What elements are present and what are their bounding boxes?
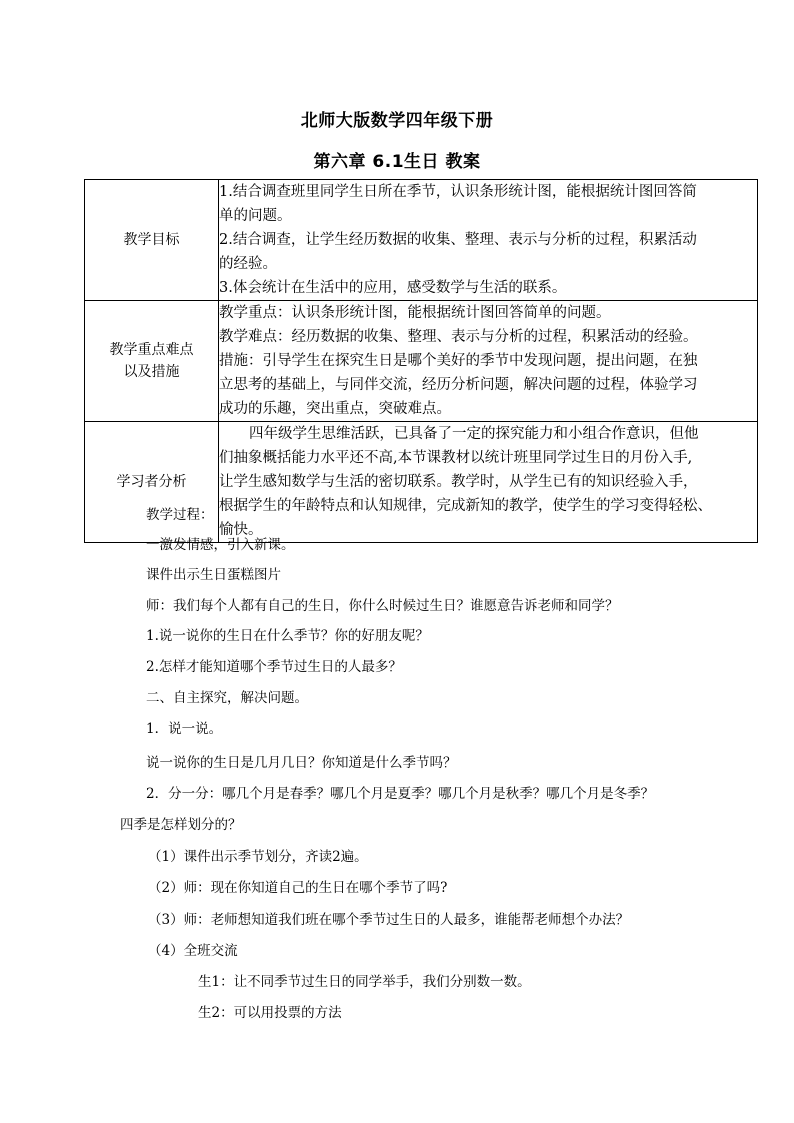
process-line: 一激发情感，引入新课。 (146, 537, 295, 553)
process-line: 1．说一说。 (146, 721, 223, 737)
document-subtitle: 第六章 6.1生日 教案 (313, 152, 481, 172)
label-line: 教学目标 (123, 232, 180, 248)
content-line: 教学难点：经历数据的收集、整理、表示与分析的过程，积累活动的经验。 (219, 329, 698, 345)
label-line: 学习者分析 (116, 474, 187, 490)
row-content-keypoints (219, 301, 758, 422)
content-line: 1.结合调查班里同学生日所在季节，认识条形统计图，能根据统计图回答简 (219, 184, 697, 200)
content-line: 单的问题。 (219, 208, 292, 224)
process-heading: 教学过程： (146, 507, 214, 523)
process-line: （2）师：现在你知道自己的生日在哪个季节了吗? (148, 880, 448, 896)
content-line: 教学重点：认识条形统计图，能根据统计图回答简单的问题。 (219, 305, 611, 321)
content-line: 们抽象概括能力水平还不高,本节课教材以统计班里同学过生日的月份入手, (219, 450, 693, 466)
content-line: 四年级学生思维活跃，已具备了一定的探究能力和小组合作意识，但他 (249, 426, 699, 442)
process-line: （4）全班交流 (148, 943, 238, 959)
process-line: （3）师：老师想知道我们班在哪个季节过生日的人最多，谁能帮老师想个办法？ (148, 912, 630, 928)
process-line: 课件出示生日蛋糕图片 (146, 567, 281, 583)
content-line: 3.体会统计在生活中的应用，感受数学与生活的联系。 (219, 280, 567, 296)
process-line: 2.怎样才能知道哪个季节过生日的人最多？ (146, 659, 402, 675)
process-line: 说一说你的生日是几月几日？你知道是什么季节吗？ (146, 755, 457, 771)
label-line: 教学重点难点 (109, 342, 194, 358)
process-line: 师：我们每个人都有自己的生日，你什么时候过生日？谁愿意告诉老师和同学？ (146, 598, 619, 614)
content-line: 根据学生的年龄特点和认知规律，完成新知的教学，使学生的学习变得轻松、 (219, 498, 712, 514)
content-line: 的经验。 (219, 256, 277, 272)
row-label-goals (85, 180, 219, 301)
process-line: 四季是怎样划分的？ (120, 817, 242, 833)
table-row-goals (85, 180, 758, 301)
row-content-goals (219, 180, 758, 301)
row-label-keypoints (85, 301, 219, 422)
label-line: 以及措施 (123, 364, 180, 380)
content-line: 措施：引导学生在探究生日是哪个美好的季节中发现问题，提出问题，在独 (219, 353, 698, 369)
content-line: 2.结合调查，让学生经历数据的收集、整理、表示与分析的过程，积累活动 (219, 232, 697, 248)
row-content-learner-analysis (219, 422, 758, 543)
process-line: 二、自主探究，解决问题。 (146, 690, 308, 706)
table-row-learner-analysis (85, 422, 758, 543)
row-label-learner-analysis (85, 422, 219, 543)
process-line: （1）课件出示季节划分，齐读2遍。 (148, 849, 368, 865)
content-line: 让学生感知数学与生活的密切联系。教学时，从学生已有的知识经验入手， (219, 474, 698, 490)
content-line: 立思考的基础上，与同伴交流，经历分析问题，解决问题的过程，体验学习 (219, 377, 698, 393)
content-line: 成功的乐趣，突出重点，突破难点。 (219, 401, 451, 417)
document-title: 北师大版数学四年级下册 (300, 111, 494, 131)
process-line: 生2：可以用投票的方法 (198, 1005, 342, 1021)
process-line: 2．分一分：哪几个月是春季？哪几个月是夏季？哪几个月是秋季？哪几个月是冬季？ (146, 786, 655, 802)
process-line: 1.说一说你的生日在什么季节？你的好朋友呢？ (146, 628, 429, 644)
process-line: 生1：让不同季节过生日的同学举手，我们分别数一数。 (198, 974, 531, 990)
lesson-plan-table (84, 179, 758, 543)
content-line: 愉快。 (219, 522, 263, 538)
table-row-keypoints (85, 301, 758, 422)
